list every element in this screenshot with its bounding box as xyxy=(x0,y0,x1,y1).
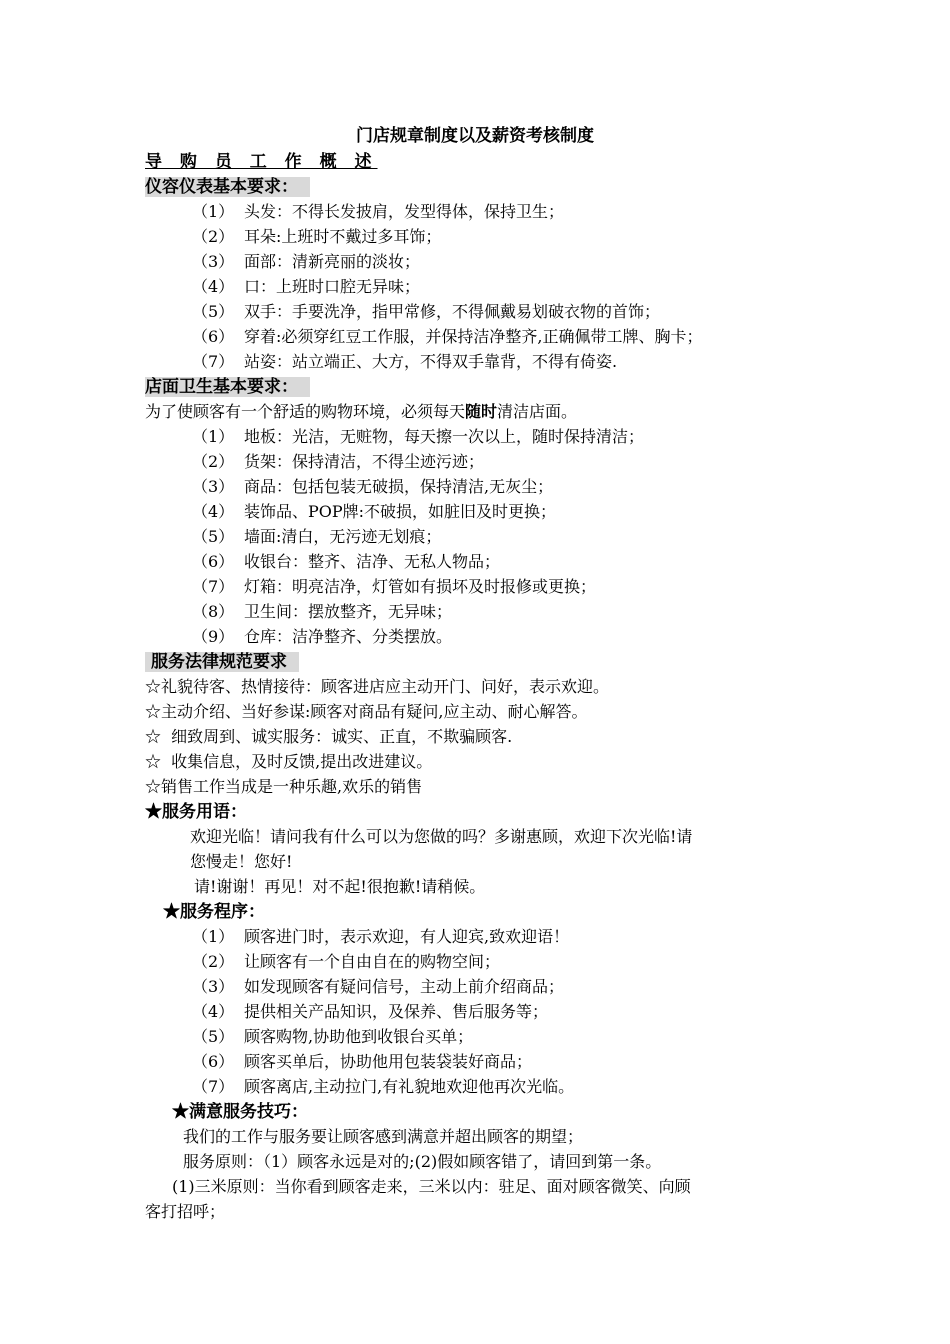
item-number: （8） xyxy=(192,602,235,621)
item-number: （4） xyxy=(192,502,235,521)
item-number: （3） xyxy=(192,977,235,996)
satisfaction-line: (1)三米原则：当你看到顾客走来，三米以内：驻足、面对顾客微笑、向顾 xyxy=(172,1177,691,1196)
item-text: 货架：保持清洁，不得尘迹污迹； xyxy=(244,452,485,471)
item-text: 双手：手要洗净，指甲常修，不得佩戴易划破衣物的首饰； xyxy=(244,302,661,321)
item-number: （2） xyxy=(192,452,235,471)
document-title: 门店规章制度以及薪资考核制度 xyxy=(356,126,594,146)
item-number: （4） xyxy=(192,277,235,296)
item-text: 如发现顾客有疑问信号，主动上前介绍商品； xyxy=(244,977,565,996)
item-text: 头发：不得长发披肩，发型得体，保持卫生； xyxy=(244,202,565,221)
item-number: （2） xyxy=(192,952,235,971)
item-number: （3） xyxy=(192,252,235,271)
item-number: （1） xyxy=(192,927,235,946)
item-text: 仓库：洁净整齐、分类摆放。 xyxy=(244,627,453,646)
item-number: （1） xyxy=(192,202,235,221)
hygiene-heading-wrap xyxy=(145,375,310,399)
item-number: （4） xyxy=(192,1002,235,1021)
item-text: 口：上班时口腔无异味； xyxy=(244,277,421,296)
item-text: 卫生间：摆放整齐，无异味； xyxy=(244,602,453,621)
hygiene-intro-a: 为了使顾客有一个舒适的购物环境，必须每天 xyxy=(145,402,466,421)
service-phrases-line: 欢迎光临！请问我有什么可以为您做的吗？多谢惠顾，欢迎下次光临!请 xyxy=(190,827,693,846)
item-text: 让顾客有一个自由自在的购物空间； xyxy=(244,952,501,971)
item-text: 耳朵:上班时不戴过多耳饰； xyxy=(244,227,442,246)
item-number: （5） xyxy=(192,527,235,546)
satisfaction-line: 我们的工作与服务要让顾客感到满意并超出顾客的期望； xyxy=(183,1127,584,1146)
item-text: 灯箱：明亮洁净，灯管如有损坏及时报修或更换； xyxy=(244,577,597,596)
item-number: （5） xyxy=(192,1027,235,1046)
service-phrases-line: 您慢走！您好! xyxy=(190,852,293,871)
satisfaction-heading: ★满意服务技巧： xyxy=(172,1102,308,1122)
item-text: 顾客买单后，协助他用包装袋装好商品； xyxy=(244,1052,533,1071)
item-text: 提供相关产品知识，及保养、售后服务等； xyxy=(244,1002,549,1021)
item-text: 收银台：整齐、洁净、无私人物品； xyxy=(244,552,501,571)
item-text: 顾客进门时，表示欢迎，有人迎宾,致欢迎语！ xyxy=(244,927,570,946)
satisfaction-line: 服务原则：（1）顾客永远是对的;(2)假如顾客错了，请回到第一条。 xyxy=(183,1152,662,1171)
service-law-heading: 服务法律规范要求 xyxy=(145,652,299,672)
satisfaction-line: 客打招呼； xyxy=(145,1202,226,1221)
service-law-line: ☆礼貌待客、热情接待：顾客进店应主动开门、问好，表示欢迎。 xyxy=(145,677,610,696)
item-number: （7） xyxy=(192,577,235,596)
item-number: （7） xyxy=(192,352,235,371)
service-law-line: ☆主动介绍、当好参谋:顾客对商品有疑问,应主动、耐心解答。 xyxy=(145,702,588,721)
item-text: 站姿：站立端正、大方，不得双手靠背，不得有倚姿. xyxy=(244,352,618,371)
item-number: （1） xyxy=(192,427,235,446)
item-text: 装饰品、POP牌:不破损，如脏旧及时更换； xyxy=(244,502,557,521)
item-number: （5） xyxy=(192,302,235,321)
item-text: 顾客离店,主动拉门,有礼貌地欢迎他再次光临。 xyxy=(244,1077,575,1096)
overview-heading: 导 购 员 工 作 概 述 xyxy=(145,152,378,172)
item-number: （2） xyxy=(192,227,235,246)
service-law-line: ☆销售工作当成是一种乐趣,欢乐的销售 xyxy=(145,777,423,796)
hygiene-intro xyxy=(145,400,577,424)
appearance-heading-wrap xyxy=(145,175,310,199)
service-law-line: ☆ 收集信息，及时反馈,提出改进建议。 xyxy=(145,752,433,771)
hygiene-heading: 店面卫生基本要求： xyxy=(145,377,310,397)
item-text: 面部：清新亮丽的淡妆； xyxy=(244,252,421,271)
service-law-heading-wrap xyxy=(145,650,299,674)
hygiene-intro-emphasis: 随时 xyxy=(465,402,498,421)
item-number: （6） xyxy=(192,1052,235,1071)
appearance-heading: 仪容仪表基本要求： xyxy=(145,177,310,197)
item-text: 商品：包括包装无破损，保持清洁,无灰尘； xyxy=(244,477,554,496)
item-text: 地板：光洁，无赃物，每天擦一次以上，随时保持清洁； xyxy=(244,427,645,446)
item-number: （7） xyxy=(192,1077,235,1096)
item-number: （6） xyxy=(192,327,235,346)
item-number: （3） xyxy=(192,477,235,496)
service-procedure-heading: ★服务程序： xyxy=(163,902,265,922)
service-phrases-heading: ★服务用语： xyxy=(145,802,247,822)
service-phrases-line: 请!谢谢！再见！对不起!很抱歉!请稍候。 xyxy=(194,877,486,896)
item-number: （9） xyxy=(192,627,235,646)
overview-heading-wrap xyxy=(145,150,378,174)
service-law-line: ☆ 细致周到、诚实服务：诚实、正直，不欺骗顾客. xyxy=(145,727,513,746)
item-text: 顾客购物,协助他到收银台买单； xyxy=(244,1027,474,1046)
hygiene-intro-c: 清洁店面。 xyxy=(497,402,578,421)
item-number: （6） xyxy=(192,552,235,571)
item-text: 墙面:清白，无污迹无划痕； xyxy=(244,527,442,546)
item-text: 穿着:必须穿红豆工作服，并保持洁净整齐,正确佩带工牌、胸卡； xyxy=(244,327,703,346)
